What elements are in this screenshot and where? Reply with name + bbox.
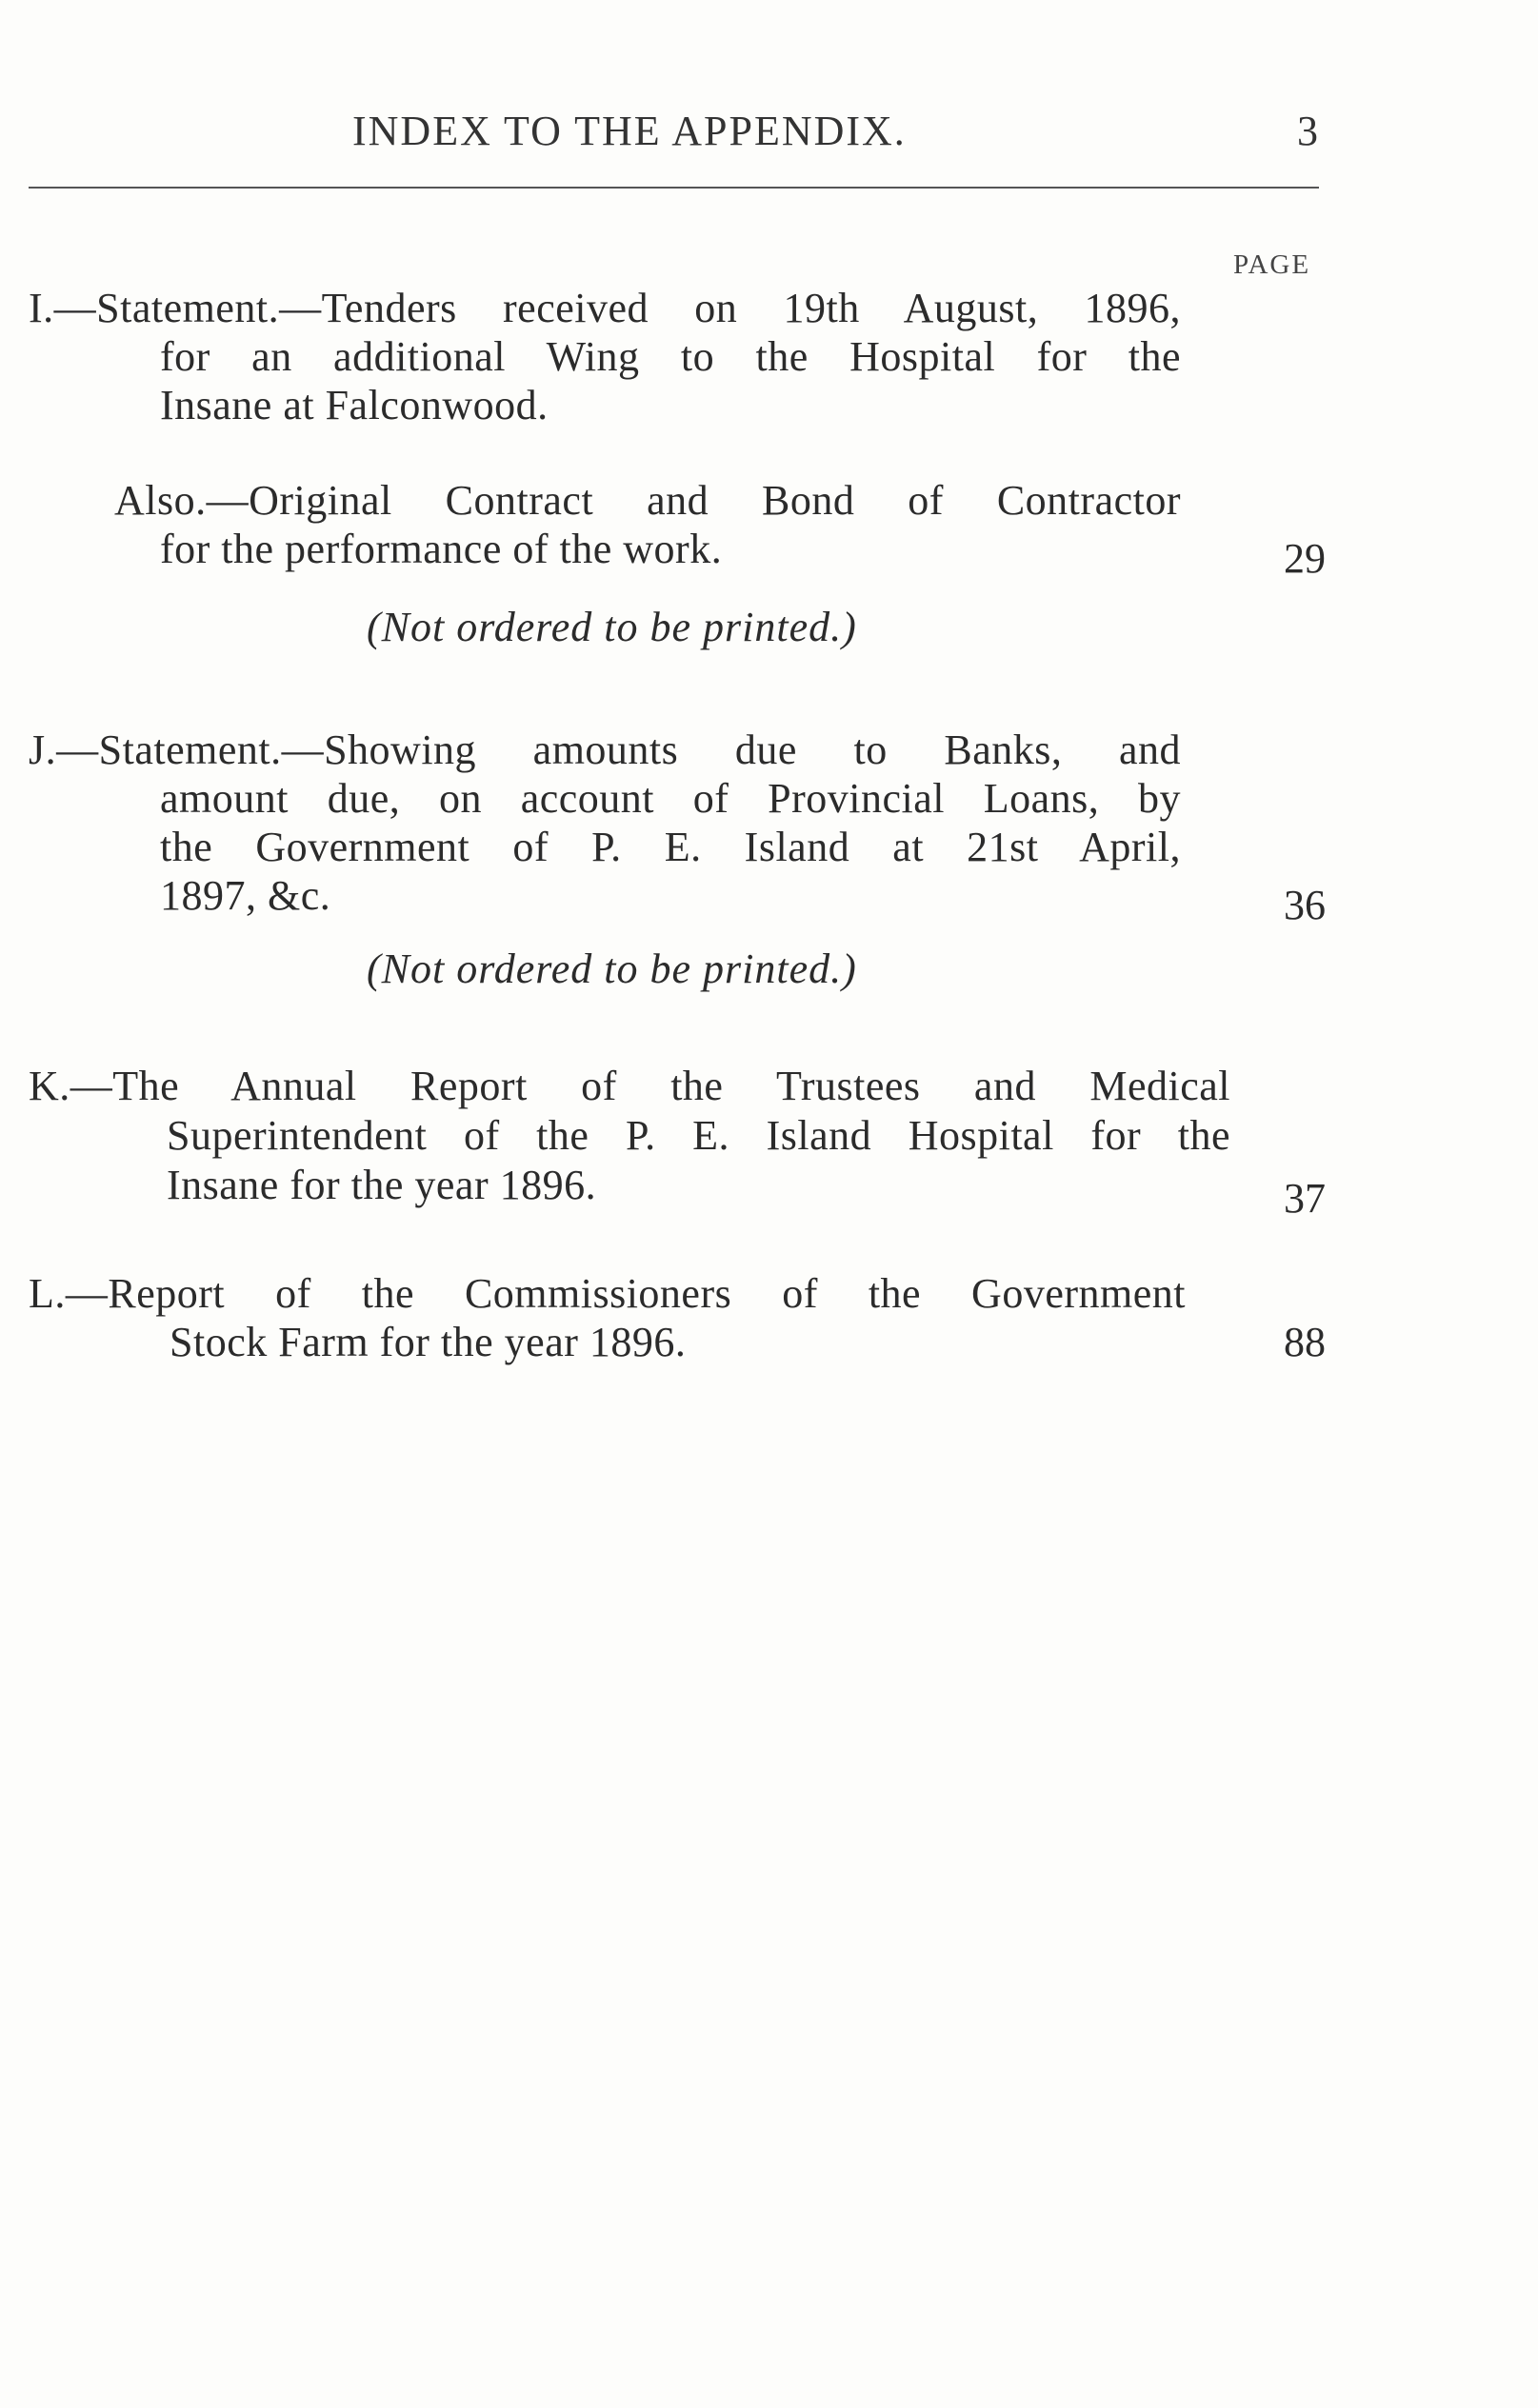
entry-page-number: 36 bbox=[1284, 882, 1326, 928]
entry-also-line: Also.—Original Contract and Bond of Contractor bbox=[114, 477, 1181, 524]
entry-page-number: 88 bbox=[1284, 1319, 1326, 1365]
entry-page-number: 29 bbox=[1284, 535, 1326, 582]
entry-page-number: 37 bbox=[1284, 1175, 1326, 1222]
entry-line: for an additional Wing to the Hospital for the bbox=[160, 333, 1181, 380]
entry-note: (Not ordered to be printed.) bbox=[367, 604, 857, 650]
entry-line: Insane for the year 1896. bbox=[167, 1162, 597, 1208]
entry-line: K.—The Annual Report of the Trustees and Medical bbox=[29, 1063, 1230, 1109]
page-column-label: PAGE bbox=[1233, 249, 1311, 280]
page-number: 3 bbox=[1297, 108, 1318, 154]
entry-note: (Not ordered to be printed.) bbox=[367, 945, 857, 992]
header-rule bbox=[29, 187, 1319, 189]
entry-line: amount due, on account of Provincial Loans, by bbox=[160, 775, 1181, 822]
entry-line: L.—Report of the Commissioners of the Government bbox=[29, 1270, 1186, 1317]
entry-also-line: for the performance of the work. bbox=[160, 526, 723, 572]
entry-line: I.—Statement.—Tenders received on 19th August, 1896, bbox=[29, 285, 1181, 331]
running-head: INDEX TO THE APPENDIX. bbox=[352, 108, 907, 154]
entry-line: Insane at Falconwood. bbox=[160, 382, 549, 428]
entry-line: the Government of P. E. Island at 21st April, bbox=[160, 824, 1181, 870]
entry-line: Stock Farm for the year 1896. bbox=[170, 1319, 687, 1365]
entry-line: Superintendent of the P. E. Island Hospital for the bbox=[167, 1112, 1230, 1159]
entry-line: 1897, &c. bbox=[160, 872, 331, 919]
entry-line: J.—Statement.—Showing amounts due to Banks, and bbox=[29, 726, 1181, 773]
